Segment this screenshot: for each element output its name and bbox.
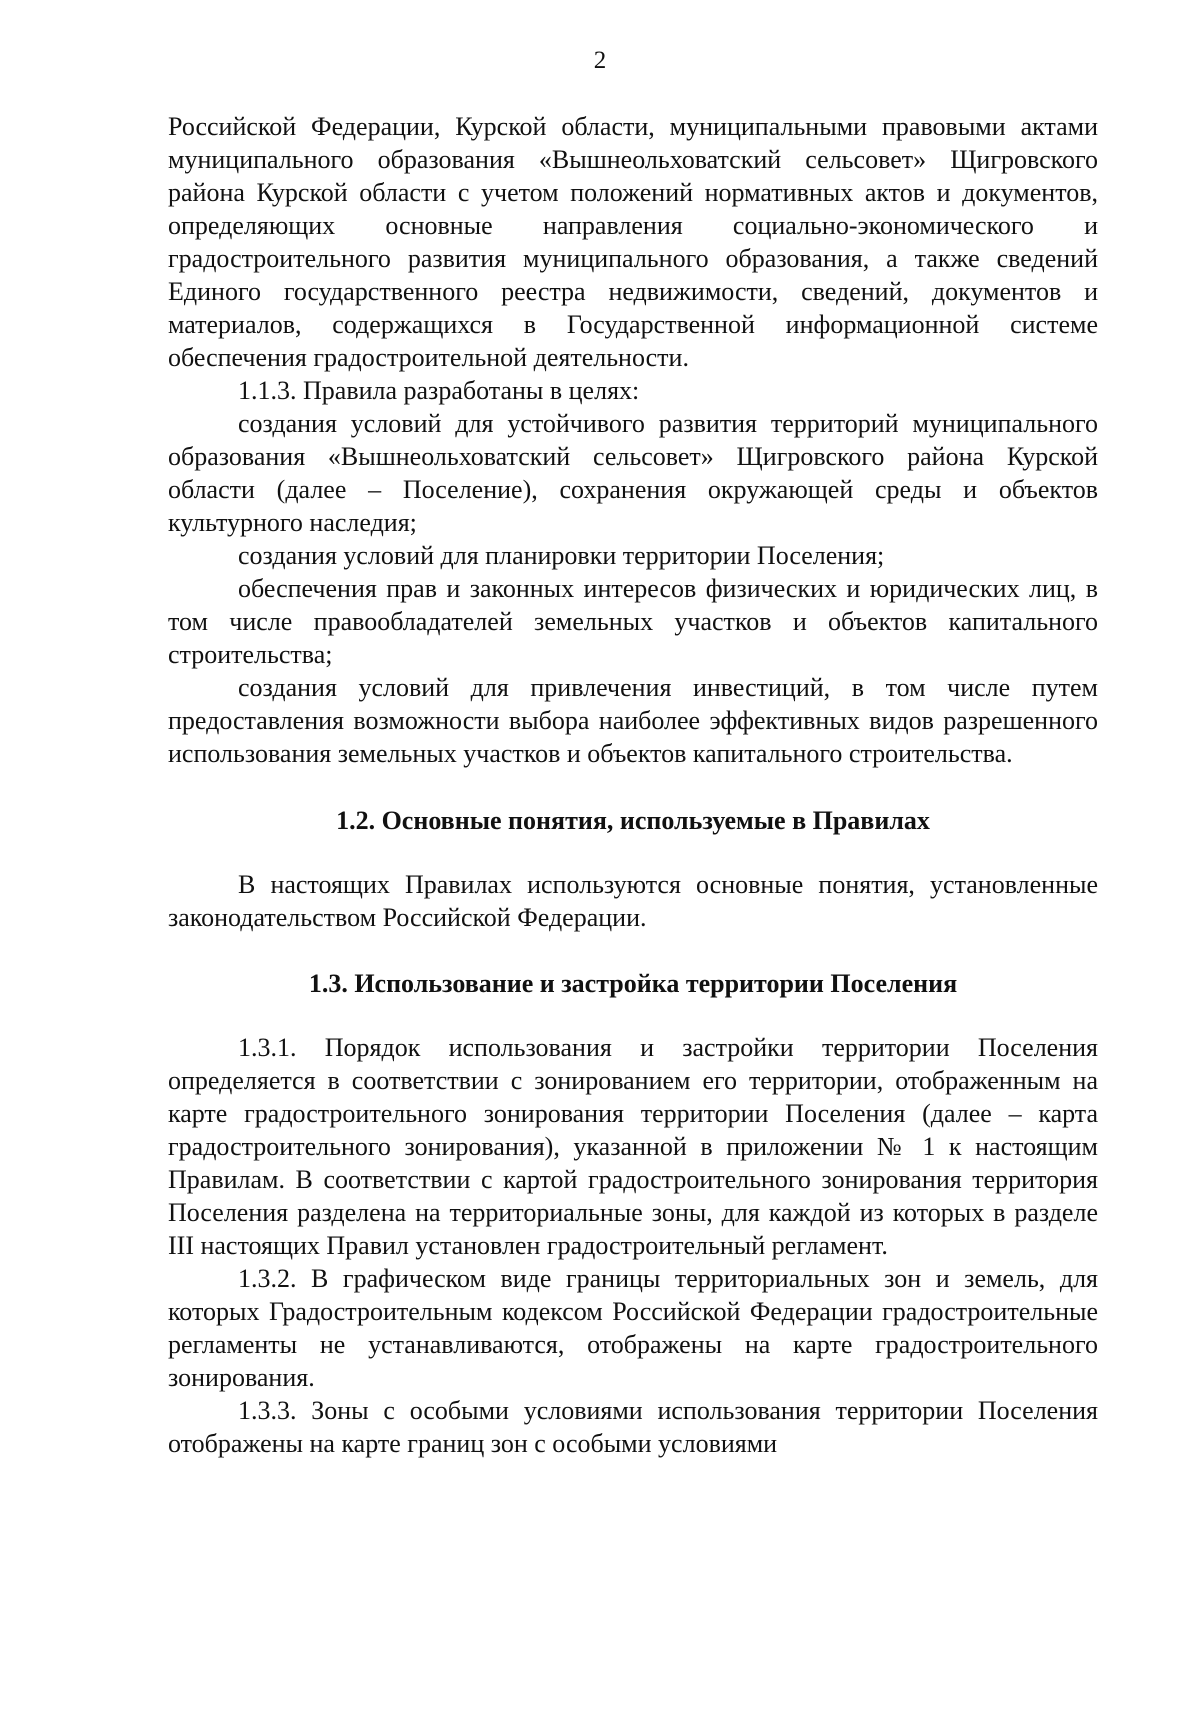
paragraph-intro-continuation: Российской Федерации, Курской области, муниципальными правовыми актами муниципального образования «Вышнеольховатский сельсовет» Щигровского района Курской области с учетом положений нормативных актов и документов, определяющих основные направления социально-экономического и градостроительного развития муниципального образования, а также сведений Единого государственного реестра недвижимости, сведений, документов и материалов, содержащихся в Государственной информационной системе обеспечения градостроительной деятельности. bbox=[168, 112, 1098, 372]
paragraph-1-3-3: 1.3.3. Зоны с особыми условиями использования территории Поселения отображены на карте границ зон с особыми условиями bbox=[168, 1396, 1098, 1458]
section-heading-1-2: 1.2. Основные понятия, используемые в Правилах bbox=[336, 806, 930, 835]
paragraph-goal-planning: создания условий для планировки территории Поселения; bbox=[238, 541, 885, 570]
section-heading-1-3: 1.3. Использование и застройка территории Поселения bbox=[308, 969, 958, 998]
paragraph-1-1-3-title: 1.1.3. Правила разработаны в целях: bbox=[238, 376, 640, 405]
paragraph-goal-rights: обеспечения прав и законных интересов физических и юридических лиц, в том числе правообладателей земельных участков и объектов капитального строительства; bbox=[168, 574, 1098, 669]
page-number: 2 bbox=[593, 47, 607, 74]
paragraph-1-2-text: В настоящих Правилах используются основные понятия, установленные законодательством Российской Федерации. bbox=[168, 870, 1098, 932]
page-body bbox=[168, 110, 1098, 1460]
paragraph-goal-investments: создания условий для привлечения инвестиций, в том числе путем предоставления возможности выбора наиболее эффективных видов разрешенного использования земельных участков и объектов капитального строительства. bbox=[168, 673, 1098, 768]
paragraph-1-3-1: 1.3.1. Порядок использования и застройки территории Поселения определяется в соответствии с зонированием его территории, отображенным на карте градостроительного зонирования территории Поселения (далее – карта градостроительного зонирования), указанной в приложении № 1 к настоящим Правилам. В соответствии с картой градостроительного зонирования территория Поселения разделена на территориальные зоны, для каждой из которых в разделе III настоящих Правил установлен градостроительный регламент. bbox=[168, 1033, 1098, 1260]
paragraph-1-3-2: 1.3.2. В графическом виде границы территориальных зон и земель, для которых Градостроительным кодексом Российской Федерации градостроительные регламенты не устанавливаются, отображены на карте градостроительного зонирования. bbox=[168, 1264, 1098, 1392]
paragraph-goal-sustainable-development: создания условий для устойчивого развития территорий муниципального образования «Вышнеольховатский сельсовет» Щигровского района Курской области (далее – Поселение), сохранения окружающей среды и объектов культурного наследия; bbox=[168, 409, 1098, 537]
